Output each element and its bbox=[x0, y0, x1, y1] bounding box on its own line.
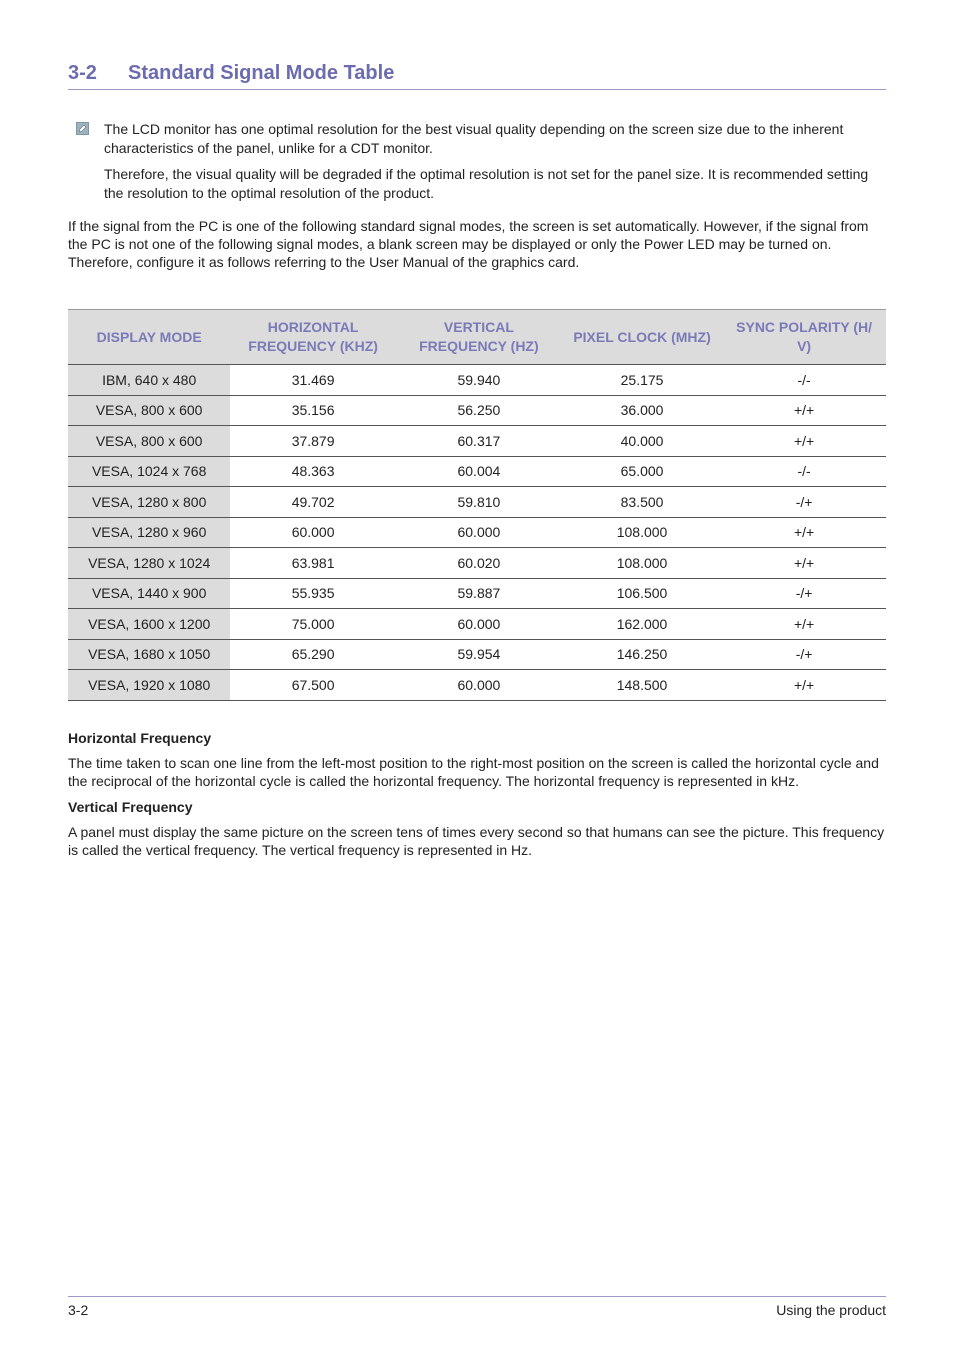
table-row bbox=[68, 517, 886, 548]
table-row bbox=[68, 395, 886, 426]
table-cell: 83.500 bbox=[562, 487, 722, 518]
table-cell: +/+ bbox=[722, 548, 886, 579]
vertical-frequency-title: Vertical Frequency bbox=[68, 799, 193, 815]
table-cell: 65.000 bbox=[562, 456, 722, 487]
table-cell: 60.000 bbox=[396, 609, 562, 640]
table-cell: 75.000 bbox=[230, 609, 396, 640]
table-cell: 36.000 bbox=[562, 395, 722, 426]
table-row bbox=[68, 578, 886, 609]
table-cell: VESA, 800 x 600 bbox=[68, 395, 230, 426]
table-cell: 59.940 bbox=[396, 365, 562, 396]
note-paragraph-2: Therefore, the visual quality will be degraded if the optimal resolution is not set for the panel size. It is recommended setting the resolution to the optimal resolution of the product. bbox=[104, 166, 869, 201]
table-cell: 59.954 bbox=[396, 639, 562, 670]
table-cell: 60.000 bbox=[396, 517, 562, 548]
table-cell: 55.935 bbox=[230, 578, 396, 609]
table-cell: +/+ bbox=[722, 609, 886, 640]
table-cell: 67.500 bbox=[230, 670, 396, 701]
table-cell: 56.250 bbox=[396, 395, 562, 426]
header-display-mode: DISPLAY MODE bbox=[68, 310, 230, 365]
table-cell: 37.879 bbox=[230, 426, 396, 457]
horizontal-frequency-title: Horizontal Frequency bbox=[68, 730, 212, 746]
table-cell: -/+ bbox=[722, 639, 886, 670]
table-cell: 65.290 bbox=[230, 639, 396, 670]
table-cell: 108.000 bbox=[562, 517, 722, 548]
signal-mode-table bbox=[68, 309, 886, 701]
footer-page-number: 3-2 bbox=[68, 1302, 89, 1318]
table-cell: 25.175 bbox=[562, 365, 722, 396]
table-cell: 31.469 bbox=[230, 365, 396, 396]
header-pixel-clock: PIXEL CLOCK (MHZ) bbox=[562, 310, 722, 365]
page-footer bbox=[68, 1296, 886, 1318]
header-horizontal-frequency: HORIZONTAL FREQUENCY (KHZ) bbox=[230, 310, 396, 365]
table-cell: 106.500 bbox=[562, 578, 722, 609]
note-icon bbox=[76, 122, 89, 135]
table-cell: VESA, 1280 x 960 bbox=[68, 517, 230, 548]
table-cell: +/+ bbox=[722, 395, 886, 426]
header-sync-polarity: SYNC POLARITY (H/ V) bbox=[722, 310, 886, 365]
table-cell: VESA, 1600 x 1200 bbox=[68, 609, 230, 640]
table-row bbox=[68, 639, 886, 670]
definitions bbox=[68, 729, 886, 867]
table-cell: VESA, 1920 x 1080 bbox=[68, 670, 230, 701]
table-cell: 60.004 bbox=[396, 456, 562, 487]
table-row bbox=[68, 548, 886, 579]
table-cell: 48.363 bbox=[230, 456, 396, 487]
table-row bbox=[68, 609, 886, 640]
header-vertical-frequency: VERTICAL FREQUENCY (HZ) bbox=[396, 310, 562, 365]
table-row bbox=[68, 487, 886, 518]
table-cell: VESA, 800 x 600 bbox=[68, 426, 230, 457]
table-cell: VESA, 1280 x 1024 bbox=[68, 548, 230, 579]
table-cell: VESA, 1680 x 1050 bbox=[68, 639, 230, 670]
section-title: Standard Signal Mode Table bbox=[128, 62, 395, 84]
section-heading bbox=[68, 62, 886, 90]
table-cell: 35.156 bbox=[230, 395, 396, 426]
table-cell: 108.000 bbox=[562, 548, 722, 579]
table-cell: 63.981 bbox=[230, 548, 396, 579]
table-row bbox=[68, 365, 886, 396]
intro-paragraph: If the signal from the PC is one of the following standard signal modes, the screen is set automatically. However, if the signal from the PC is not one of the following signal modes, a blank screen may be displayed or only the Power LED may be turned on. Therefore, configure it as follows referring to the User Manual of the graphics card. bbox=[68, 218, 869, 270]
table-cell: 40.000 bbox=[562, 426, 722, 457]
table-cell: 60.000 bbox=[396, 670, 562, 701]
table-row bbox=[68, 670, 886, 701]
note-paragraph-1: The LCD monitor has one optimal resolution for the best visual quality depending on the screen size due to the inherent characteristics of the panel, unlike for a CDT monitor. bbox=[104, 121, 844, 156]
vertical-frequency-text: A panel must display the same picture on the screen tens of times every second so that humans can see the picture. This frequency is called the vertical frequency. The vertical frequency is represented in Hz. bbox=[68, 824, 885, 858]
table-row bbox=[68, 426, 886, 457]
table-cell: VESA, 1280 x 800 bbox=[68, 487, 230, 518]
table-header-row bbox=[68, 310, 886, 365]
table-cell: 49.702 bbox=[230, 487, 396, 518]
table-cell: +/+ bbox=[722, 517, 886, 548]
table-cell: 59.810 bbox=[396, 487, 562, 518]
section-number: 3-2 bbox=[68, 62, 97, 84]
table-cell: 60.020 bbox=[396, 548, 562, 579]
table-cell: -/+ bbox=[722, 487, 886, 518]
footer-chapter: Using the product bbox=[776, 1302, 886, 1318]
table-cell: -/- bbox=[722, 456, 886, 487]
table-cell: 60.000 bbox=[230, 517, 396, 548]
table-body bbox=[68, 365, 886, 701]
table-cell: VESA, 1440 x 900 bbox=[68, 578, 230, 609]
table-cell: 146.250 bbox=[562, 639, 722, 670]
horizontal-frequency-text: The time taken to scan one line from the left-most position to the right-most position on the screen is called the horizontal cycle and the reciprocal of the horizontal cycle is called the horizontal frequency. The horizontal frequency is represented in kHz. bbox=[68, 755, 879, 789]
note-box bbox=[68, 120, 886, 210]
table-cell: -/+ bbox=[722, 578, 886, 609]
table-cell: +/+ bbox=[722, 670, 886, 701]
table-cell: 148.500 bbox=[562, 670, 722, 701]
table-cell: +/+ bbox=[722, 426, 886, 457]
table-cell: IBM, 640 x 480 bbox=[68, 365, 230, 396]
table-cell: VESA, 1024 x 768 bbox=[68, 456, 230, 487]
table-cell: -/- bbox=[722, 365, 886, 396]
table-row bbox=[68, 456, 886, 487]
table-cell: 59.887 bbox=[396, 578, 562, 609]
table-cell: 162.000 bbox=[562, 609, 722, 640]
table-cell: 60.317 bbox=[396, 426, 562, 457]
